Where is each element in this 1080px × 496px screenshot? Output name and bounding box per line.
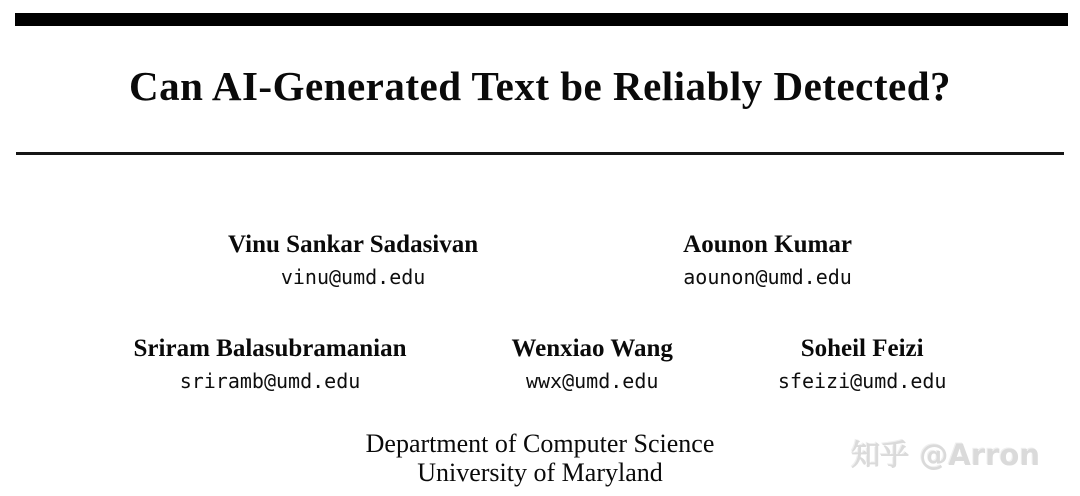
author-block-wenxiao <box>511 334 672 395</box>
author-block-vinu <box>228 230 478 291</box>
author-block-sriram <box>134 334 407 395</box>
authors-row-1 <box>0 230 1080 291</box>
title-underline-rule <box>16 152 1064 155</box>
affiliation-department: Department of Computer Science <box>365 429 715 458</box>
author-name: Sriram Balasubramanian <box>133 335 407 362</box>
author-email: sfeizi@umd.edu <box>777 369 947 393</box>
author-email: wwx@umd.edu <box>525 369 659 393</box>
author-email: sriramb@umd.edu <box>179 369 361 393</box>
author-name: Aounon Kumar <box>683 231 852 258</box>
zhihu-watermark <box>851 433 1040 474</box>
author-name: Vinu Sankar Sadasivan <box>228 231 479 258</box>
paper-title: Can AI-Generated Text be Reliably Detected? <box>128 63 952 109</box>
author-block-aounon <box>683 230 852 291</box>
author-email: vinu@umd.edu <box>280 265 426 289</box>
watermark-text: 知乎 @Arron <box>851 438 1040 472</box>
top-thick-rule <box>15 13 1068 26</box>
authors-row-2 <box>0 334 1080 395</box>
author-block-soheil <box>778 334 947 395</box>
affiliation-university: University of Maryland <box>417 458 663 487</box>
author-email: aounon@umd.edu <box>683 265 852 289</box>
author-name: Wenxiao Wang <box>511 335 673 362</box>
author-name: Soheil Feizi <box>800 335 924 362</box>
